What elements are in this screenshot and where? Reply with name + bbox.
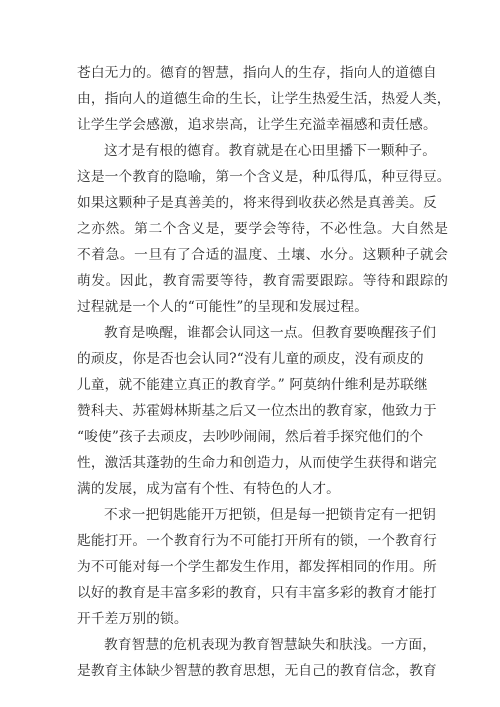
text-line: 是教育主体缺少智慧的教育思想，无自己的教育信念，教育: [77, 663, 437, 679]
text-line: 之亦然。第二个含义是，要学会等待，不必性急。大自然是: [77, 221, 449, 237]
text-line: 教育智慧的危机表现为教育智慧缺失和肤浅。一方面，: [104, 637, 437, 653]
document-body: [77, 60, 451, 684]
text-line: 教育是唤醒，谁都会认同这一点。但教育要唤醒孩子们: [104, 325, 437, 341]
text-line: 以好的教育是丰富多彩的教育，只有丰富多彩的教育才能打: [77, 585, 437, 601]
paragraph: [77, 502, 437, 632]
text-line: 的顽皮，你是否也会认同?“没有儿童的顽皮，没有顽皮的: [77, 351, 424, 367]
text-line: “唆使”孩子去顽皮，去吵吵闹闹，然后着手探究他们的个: [77, 429, 424, 445]
text-line: 由，指向人的道德生命的生长，让学生热爱生活，热爱人类，: [77, 91, 451, 107]
text-line: 如果这颗种子是真善美的，将来得到收获必然是真善美。反: [77, 195, 437, 211]
text-line: 让学生学会感激，追求崇高，让学生充溢幸福感和责任感。: [77, 117, 437, 133]
paragraph: [77, 138, 451, 320]
text-line: 苍白无力的。德育的智慧，指向人的生存，指向人的道德自: [77, 65, 437, 81]
paragraph: [77, 320, 437, 502]
text-line: 过程就是一个人的“可能性”的呈现和发展过程。: [77, 299, 369, 315]
text-line: 开千差万别的锁。: [77, 611, 188, 627]
text-line: 不着急。一旦有了合适的温度、土壤、水分。这颗种子就会: [77, 247, 449, 263]
text-line: 匙能打开。一个教育行为不可能打开所有的锁，一个教育行: [77, 533, 437, 549]
text-line: 萌发。因此，教育需要等待，教育需要跟踪。等待和跟踪的: [77, 273, 449, 289]
text-line: 性，激活其蓬勃的生命力和创造力，从而使学生获得和谐完: [77, 455, 437, 471]
text-line: 儿童，就不能建立真正的教育学。” 阿莫纳什维利是苏联继: [77, 377, 428, 393]
paragraph: [77, 60, 451, 138]
text-line: 赞科夫、苏霍姆林斯基之后又一位杰出的教育家，他致力于: [77, 403, 437, 419]
text-line: 这才是有根的德育。教育就是在心田里播下一颗种子。: [104, 143, 437, 159]
text-line: 满的发展，成为富有个性、有特色的人才。: [77, 481, 340, 497]
paragraph: [77, 632, 437, 684]
text-line: 不求一把钥匙能开万把锁，但是每一把锁肯定有一把钥: [104, 507, 437, 523]
text-line: 这是一个教育的隐喻，第一个含义是，种瓜得瓜，种豆得豆。: [77, 169, 451, 185]
text-line: 为不可能对每一个学生都发生作用，都发挥相同的作用。所: [77, 559, 437, 575]
